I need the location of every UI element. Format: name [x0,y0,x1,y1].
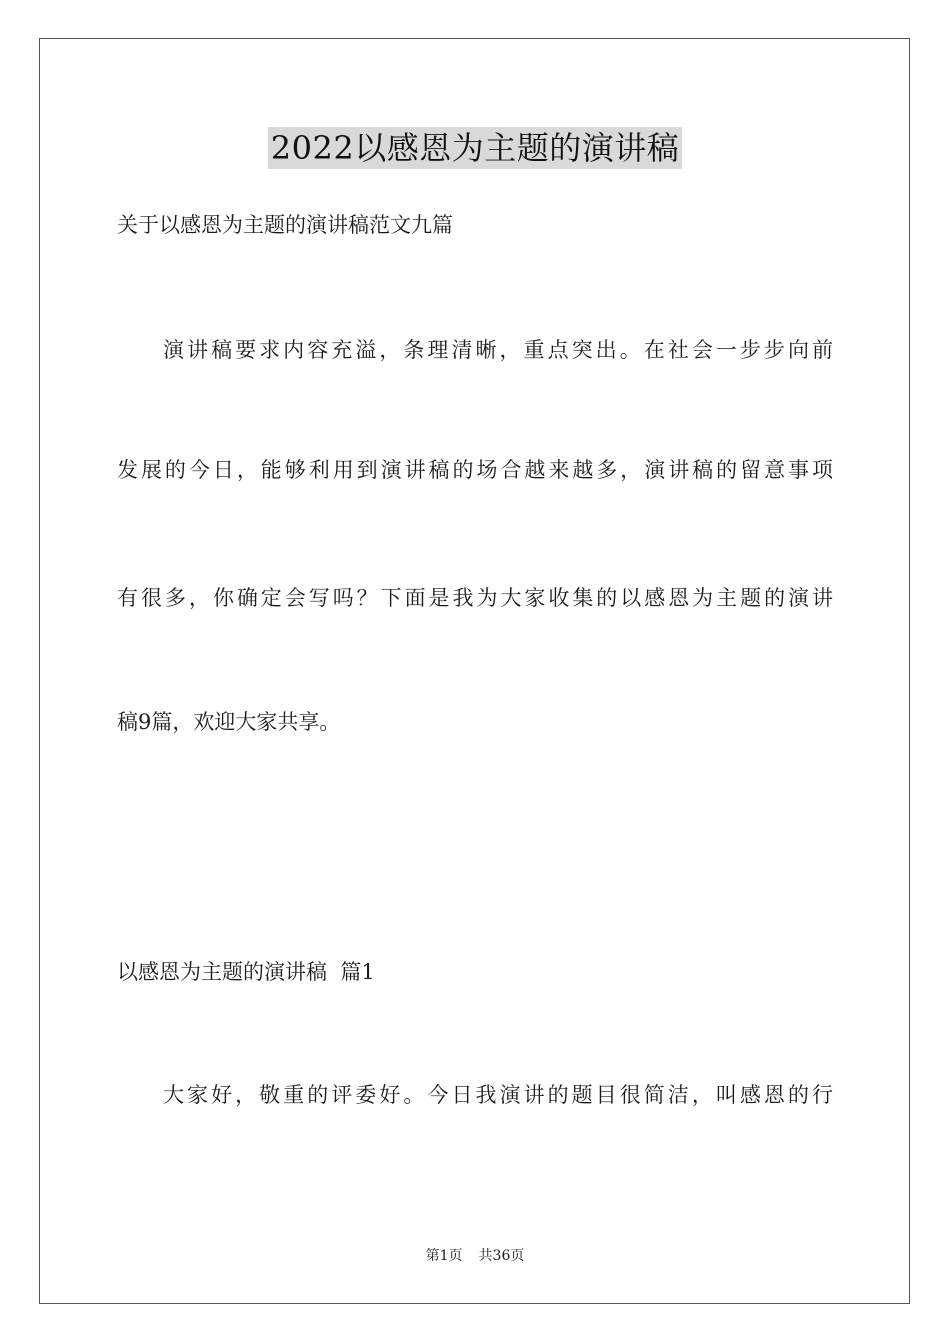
section-heading: 以感恩为主题的演讲稿 篇1 [117,960,375,984]
intro-line-3: 有很多，你确定会写吗？下面是我为大家收集的以感恩为主题的演讲 [117,586,833,610]
page-number: 第1页 [425,1248,463,1264]
section-body-line-1: 大家好，敬重的评委好。今日我演讲的题目很简洁，叫感恩的行 [163,1083,833,1107]
intro-line-1: 演讲稿要求内容充溢，条理清晰，重点突出。在社会一步步向前 [163,338,833,362]
page-total: 共36页 [478,1248,525,1264]
title-container [0,127,950,169]
page-footer [0,1246,950,1266]
intro-line-2: 发展的今日，能够利用到演讲稿的场合越来越多，演讲稿的留意事项 [117,458,833,482]
document-subtitle: 关于以感恩为主题的演讲稿范文九篇 [117,213,453,237]
document-title: 2022以感恩为主题的演讲稿 [268,127,682,169]
intro-line-4: 稿9篇，欢迎大家共享。 [117,710,341,734]
